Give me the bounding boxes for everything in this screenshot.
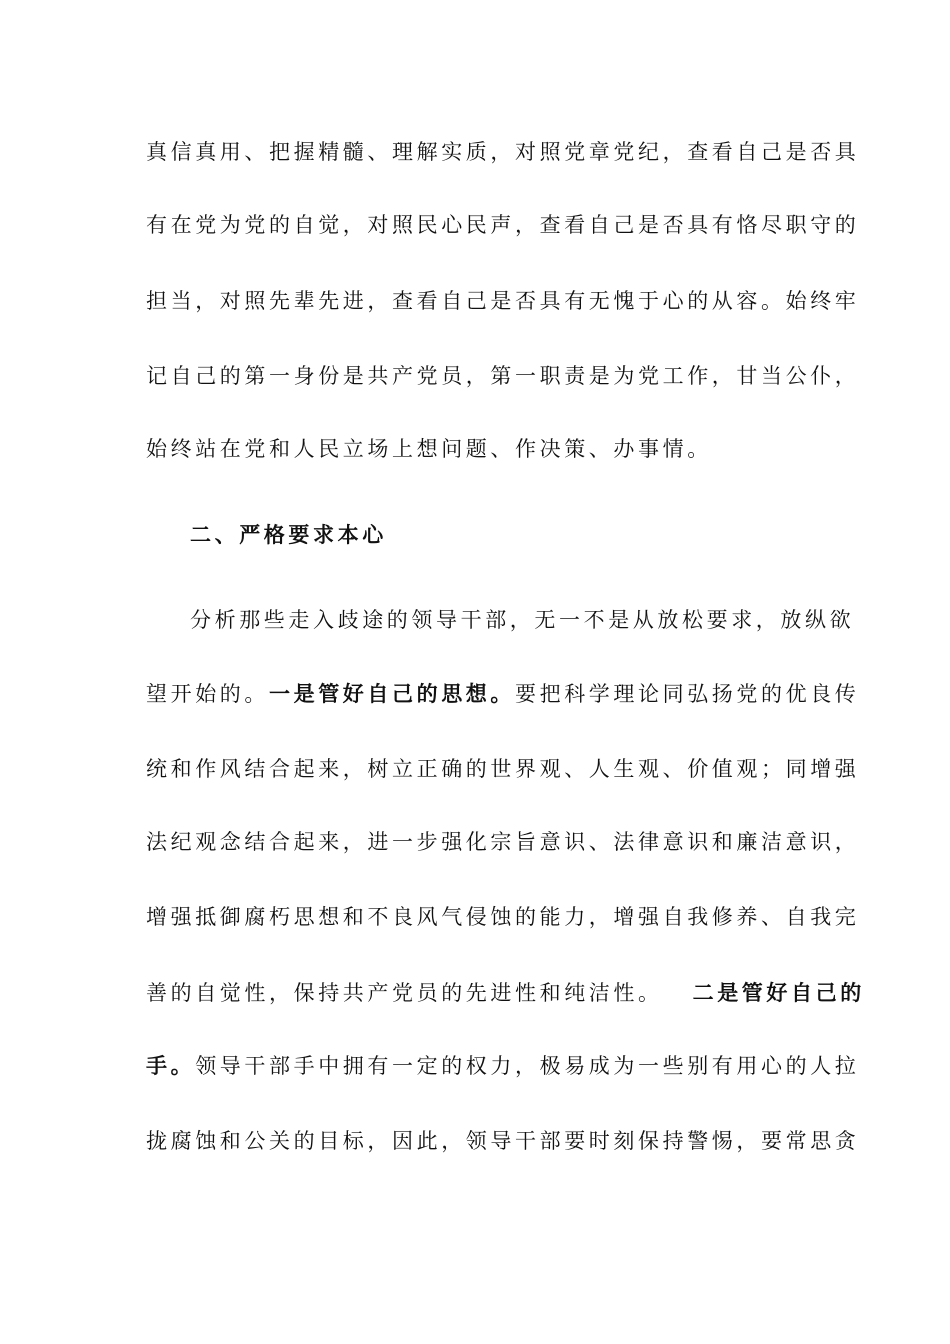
paragraph1-line-5: 始终站在党和人民立场上想问题、作决策、办事情。 [146,437,712,461]
paragraph2-line-2 [146,674,860,714]
paragraph2-line-2-text-a: 望开始的。 [146,682,269,706]
paragraph1-line-4: 记自己的第一身份是共产党员，第一职责是为党工作，甘当公仆， [146,364,860,388]
paragraph2-line-3: 统和作风结合起来，树立正确的世界观、人生观、价值观；同增强 [146,757,860,781]
paragraph2-line-2-text-b: 要把科学理论同弘扬党的优良传 [515,682,860,706]
paragraph1-line-1: 真信真用、把握精髓、理解实质，对照党章党纪，查看自己是否具 [146,140,860,164]
paragraph2-line-4: 法纪观念结合起来，进一步强化宗旨意识、法律意识和廉洁意识， [146,830,860,854]
paragraph2-line-6-text: 善的自觉性，保持共产党员的先进性和纯洁性。 [146,981,663,1005]
paragraph2-line-8: 拢腐蚀和公关的目标，因此，领导干部要时刻保持警惕，要常思贪 [146,1129,860,1153]
paragraph2-line-7 [146,1046,860,1086]
paragraph2-line-7-bold: 手。 [146,1053,196,1078]
paragraph1-line-2: 有在党为党的自觉，对照民心民声，查看自己是否具有恪尽职守的 [146,213,860,237]
paragraph2-line-5: 增强抵御腐朽思想和不良风气侵蚀的能力，增强自我修养、自我完 [146,905,860,929]
paragraph2-line-1: 分析那些走入歧途的领导干部，无一不是从放松要求，放纵欲 [190,608,855,632]
section-heading: 二、严格要求本心 [190,522,387,547]
paragraph1-line-3: 担当，对照先辈先进，查看自己是否具有无愧于心的从容。始终牢 [146,289,860,313]
paragraph2-line-6 [146,973,865,1013]
paragraph2-line-6-bold: 二是管好自己的 [692,980,865,1005]
paragraph2-line-7-text: 领导干部手中拥有一定的权力，极易成为一些别有用心的人拉 [195,1054,860,1078]
paragraph2-line-2-bold: 一是管好自己的思想。 [269,681,515,706]
